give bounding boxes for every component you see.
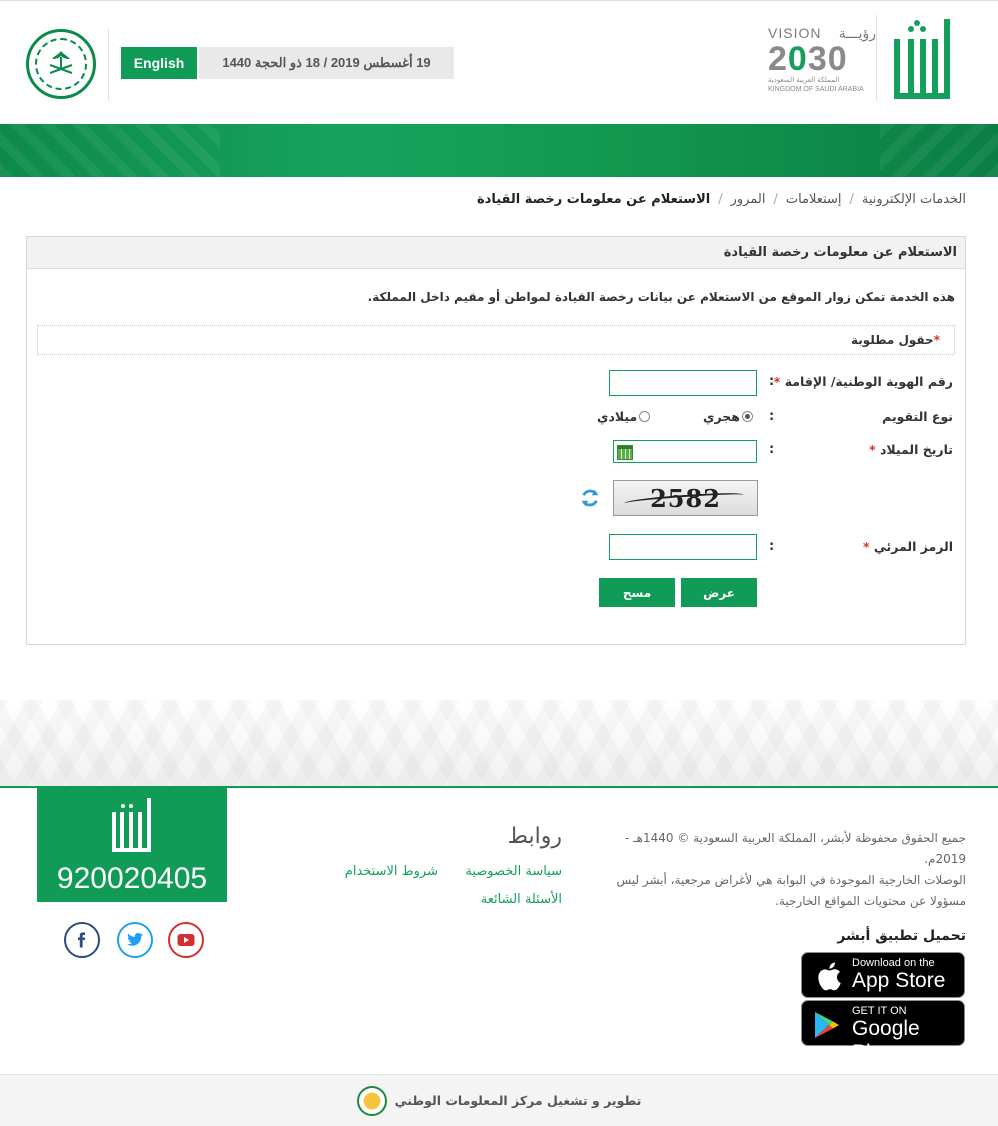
footer (0, 786, 998, 1074)
calendar-colon: : (769, 409, 775, 424)
id-number-input[interactable] (609, 370, 757, 396)
breadcrumb-current: الاستعلام عن معلومات رخصة القيادة (476, 191, 711, 207)
footer-pattern (0, 700, 998, 786)
header-banner (0, 124, 998, 177)
breadcrumb-inquiries[interactable]: إستعلامات (785, 191, 842, 207)
nic-logo (357, 1086, 387, 1116)
calendar-type-label: نوع التقويم (882, 409, 953, 424)
app-store-big: App Store (852, 969, 946, 992)
id-colon: : (769, 374, 775, 389)
twitter-icon[interactable] (117, 922, 153, 958)
calendar-icon[interactable] (617, 445, 633, 460)
required-note-text: حقول مطلوبة (850, 333, 934, 347)
gregorian-radio-dot[interactable] (639, 411, 650, 422)
copyright-text: جميع الحقوق محفوظة لأبشر، المملكة العربية السعودية © 1440هـ - 2019م. (624, 831, 966, 866)
vision-2030-logo (768, 25, 876, 101)
service-description: هذه الخدمة تمكن زوار الموقع من الاستعلام عن بيانات رخصة القيادة لمواطن أو مقيم داخل المملكة. (367, 290, 955, 304)
absher-logo (886, 13, 958, 105)
submit-button[interactable]: عرض (681, 578, 757, 607)
inquiry-panel (26, 236, 966, 645)
header-divider (108, 29, 109, 101)
header (0, 0, 998, 124)
disclaimer-text: الوصلات الخارجية الموجودة في البوابة هي لأغراض مرجعية، أبشر ليس مسؤولا عن محتويات المواقع الخارجية. (616, 873, 966, 908)
breadcrumb-separator: / (718, 191, 723, 207)
birth-date-label: تاريخ الميلاد * (869, 442, 953, 457)
contact-phone: 920020405 (56, 862, 208, 895)
captcha-image (613, 480, 758, 516)
panel-title: الاستعلام عن معلومات رخصة القيادة (27, 237, 965, 269)
hijri-label: هجري (703, 409, 740, 424)
clear-button[interactable]: مسح (599, 578, 675, 607)
apple-icon (816, 961, 842, 991)
bottom-bar (0, 1074, 998, 1126)
hijri-radio-dot[interactable] (742, 411, 753, 422)
refresh-captcha-icon[interactable] (579, 487, 601, 509)
breadcrumb (477, 189, 966, 209)
visual-code-colon: : (769, 539, 775, 554)
terms-of-use-link[interactable]: شروط الاستخدام (344, 864, 438, 879)
links-title: روابط (507, 824, 562, 849)
google-play-badge[interactable] (801, 1000, 965, 1064)
contact-box (37, 788, 227, 902)
vision-label-ar: رؤيـــة (838, 25, 876, 41)
english-language-button[interactable]: English (121, 47, 197, 79)
absher-footer-logo (109, 796, 155, 856)
logo-divider (876, 15, 877, 101)
facebook-icon[interactable] (64, 922, 100, 958)
visual-code-input[interactable] (609, 534, 757, 560)
copyright-block (604, 828, 966, 912)
app-store-badge[interactable] (801, 952, 965, 998)
vision-year: 2030 (768, 40, 848, 78)
nic-credit-text: تطوير و تشغيل مركز المعلومات الوطني (394, 1093, 642, 1108)
breadcrumb-separator: / (849, 191, 854, 207)
birth-date-input[interactable] (613, 440, 757, 463)
captcha-text: 2582 (650, 483, 721, 513)
birth-date-colon: : (769, 442, 775, 457)
id-label: رقم الهوية الوطنية/ الإقامة * (773, 374, 953, 389)
hijri-radio[interactable] (703, 409, 753, 424)
app-store-small: Download on the (852, 957, 935, 969)
visual-code-label: الرمز المرئي * (862, 539, 953, 554)
breadcrumb-separator: / (773, 191, 778, 207)
youtube-icon[interactable] (168, 922, 204, 958)
google-play-big: Google Play (852, 1017, 920, 1064)
vision-kingdom-en: KINGDOM OF SAUDI ARABIA (768, 86, 864, 93)
breadcrumb-eservices[interactable]: الخدمات الإلكترونية (861, 191, 966, 207)
vision-label: VISION (768, 25, 822, 41)
saudi-emblem-logo (26, 29, 96, 99)
privacy-policy-link[interactable]: سياسة الخصوصية (465, 864, 562, 879)
vision-kingdom-ar: المملكة العربية السعودية (768, 77, 840, 84)
required-fields-note (37, 325, 955, 355)
app-download-title: تحميل تطبيق أبشر (837, 928, 966, 944)
faq-link[interactable]: الأسئلة الشائعة (480, 892, 562, 907)
gregorian-label: ميلادي (597, 409, 638, 424)
current-date: 19 أغسطس 2019 / 18 ذو الحجة 1440 (199, 47, 454, 79)
breadcrumb-traffic[interactable]: المرور (730, 191, 766, 207)
required-star: * (933, 333, 940, 347)
gregorian-radio[interactable] (597, 409, 650, 424)
google-play-icon (812, 1010, 842, 1040)
google-play-small: GET IT ON (852, 1005, 907, 1017)
